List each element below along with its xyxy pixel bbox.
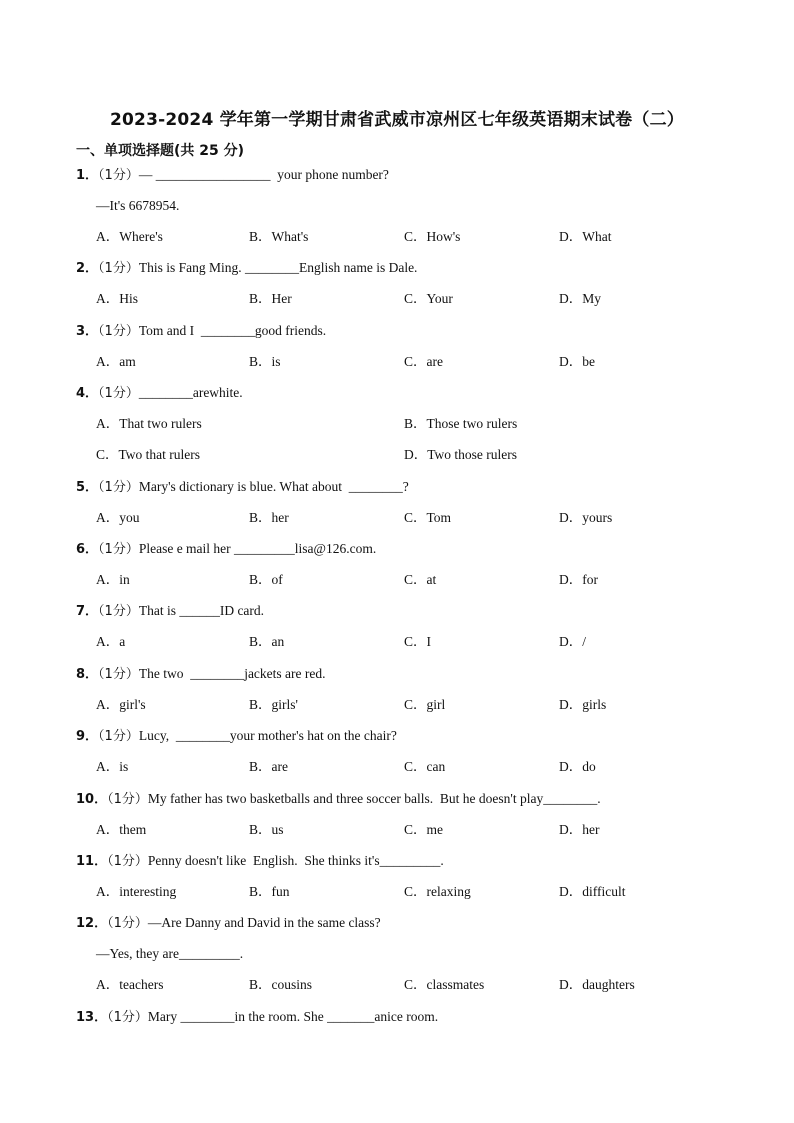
answer-option[interactable]: A．Where's <box>96 229 163 244</box>
question-stem <box>76 665 326 684</box>
answer-option[interactable]: C．relaxing <box>404 884 471 899</box>
answer-option[interactable]: B．an <box>249 634 285 649</box>
answer-option[interactable]: D．be <box>559 354 595 369</box>
answer-option[interactable]: D．yours <box>559 510 613 525</box>
answer-option[interactable]: A．a <box>96 634 126 649</box>
answer-option[interactable]: D．girls <box>559 697 607 712</box>
question-text: Please e mail her _________lisa@126.com. <box>138 541 377 556</box>
answer-option[interactable]: A．them <box>96 822 147 837</box>
question-text: My father has two basketballs and three soccer balls. But he doesn't play________. <box>147 791 601 806</box>
question-number: 13． <box>76 1010 108 1025</box>
question-score: （1分） <box>98 729 139 744</box>
answer-option[interactable]: B．us <box>249 822 284 837</box>
question-stem <box>76 790 601 809</box>
answer-option[interactable]: C．Two that rulers <box>96 447 201 462</box>
answer-option[interactable]: B．is <box>249 354 281 369</box>
answer-option[interactable]: C．at <box>404 572 437 587</box>
answer-option[interactable]: B．fun <box>249 884 290 899</box>
question-score: （1分） <box>107 916 148 931</box>
answer-option[interactable]: D．for <box>559 572 598 587</box>
question-text: This is Fang Ming. ________English name is Dale. <box>138 260 418 275</box>
question-stem <box>76 852 444 871</box>
question-text: Tom and I ________good friends. <box>138 323 327 338</box>
answer-option[interactable]: B．her <box>249 510 289 525</box>
answer-option[interactable]: A．am <box>96 354 136 369</box>
question-stem <box>76 166 389 185</box>
question-score: （1分） <box>98 604 139 619</box>
answer-option[interactable]: C．Tom <box>404 510 452 525</box>
question-text: Penny doesn't like English. She thinks it's_________. <box>147 853 444 868</box>
question-stem <box>76 1008 438 1027</box>
question-stem <box>76 478 409 497</box>
question-text: The two ________jackets are red. <box>138 666 326 681</box>
question-stem <box>76 727 397 746</box>
question-text: ________arewhite. <box>138 385 243 400</box>
page-title: 2023-2024 学年第一学期甘肃省武威市凉州区七年级英语期末试卷（二） <box>109 110 684 130</box>
question-text: Mary's dictionary is blue. What about ________? <box>138 479 409 494</box>
answer-option[interactable]: A．you <box>96 510 140 525</box>
answer-option[interactable]: A．That two rulers <box>96 416 202 431</box>
answer-option[interactable]: A．in <box>96 572 130 587</box>
question-text: Mary ________in the room. She _______anice room. <box>147 1009 439 1024</box>
question-number: 5． <box>76 480 99 495</box>
question-text: — _________________ your phone number? <box>138 167 389 182</box>
question-score: （1分） <box>107 854 148 869</box>
question-stem <box>76 322 326 341</box>
question-number: 7． <box>76 604 99 619</box>
answer-option[interactable]: C．How's <box>404 229 461 244</box>
question-subline: —It's 6678954. <box>96 198 180 213</box>
question-number: 11． <box>76 854 108 869</box>
question-score: （1分） <box>98 386 139 401</box>
question-score: （1分） <box>98 324 139 339</box>
section-heading: 一、单项选择题(共 25 分) <box>76 143 245 159</box>
question-number: 9． <box>76 729 99 744</box>
answer-option[interactable]: D．her <box>559 822 600 837</box>
answer-option[interactable]: B．are <box>249 759 288 774</box>
question-text: —Are Danny and David in the same class? <box>147 915 381 930</box>
question-score: （1分） <box>98 168 139 183</box>
answer-option[interactable]: D．Two those rulers <box>404 447 518 462</box>
answer-option[interactable]: A．girl's <box>96 697 146 712</box>
answer-option[interactable]: D．My <box>559 291 602 306</box>
question-stem <box>76 914 381 933</box>
answer-option[interactable]: A．teachers <box>96 977 164 992</box>
answer-option[interactable]: D．difficult <box>559 884 626 899</box>
question-score: （1分） <box>98 542 139 557</box>
question-stem <box>76 540 376 559</box>
answer-option[interactable]: D．daughters <box>559 977 635 992</box>
question-stem <box>76 602 264 621</box>
answer-option[interactable]: B．Her <box>249 291 292 306</box>
question-number: 3． <box>76 324 99 339</box>
answer-option[interactable]: A．His <box>96 291 139 306</box>
question-text: That is ______ID card. <box>138 603 265 618</box>
answer-option[interactable]: C．Your <box>404 291 453 306</box>
question-number: 10． <box>76 792 108 807</box>
question-score: （1分） <box>98 480 139 495</box>
answer-option[interactable]: B．of <box>249 572 283 587</box>
answer-option[interactable]: C．me <box>404 822 443 837</box>
answer-option[interactable]: D．/ <box>559 634 586 649</box>
question-number: 12． <box>76 916 108 931</box>
question-score: （1分） <box>98 667 139 682</box>
question-stem <box>76 259 417 278</box>
question-number: 2． <box>76 261 99 276</box>
answer-option[interactable]: B．What's <box>249 229 309 244</box>
answer-option[interactable]: D．What <box>559 229 612 244</box>
question-stem <box>76 384 243 403</box>
answer-option[interactable]: C．girl <box>404 697 446 712</box>
answer-option[interactable]: C．can <box>404 759 446 774</box>
answer-option[interactable]: A．interesting <box>96 884 177 899</box>
question-text: Lucy, ________your mother's hat on the chair? <box>138 728 397 743</box>
question-number: 6． <box>76 542 99 557</box>
answer-option[interactable]: D．do <box>559 759 596 774</box>
answer-option[interactable]: B．cousins <box>249 977 313 992</box>
question-score: （1分） <box>107 1010 148 1025</box>
question-score: （1分） <box>98 261 139 276</box>
question-score: （1分） <box>107 792 148 807</box>
question-number: 1． <box>76 168 99 183</box>
question-number: 8． <box>76 667 99 682</box>
answer-option[interactable]: C．classmates <box>404 977 485 992</box>
question-subline: —Yes, they are_________. <box>96 946 244 961</box>
answer-option[interactable]: C．I <box>404 634 431 649</box>
answer-option[interactable]: B．Those two rulers <box>404 416 518 431</box>
answer-option[interactable]: A．is <box>96 759 129 774</box>
question-number: 4． <box>76 386 99 401</box>
answer-option[interactable]: B．girls' <box>249 697 298 712</box>
answer-option[interactable]: C．are <box>404 354 443 369</box>
